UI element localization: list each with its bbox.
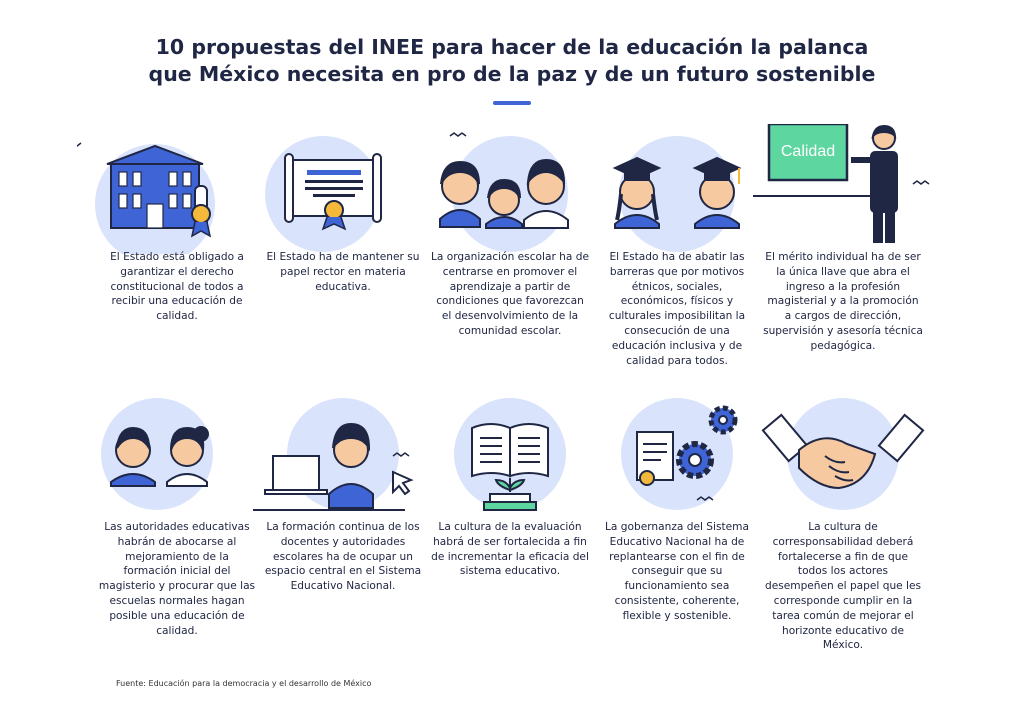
- source-note: Fuente: Educación para la democracia y el desarrollo de México: [116, 679, 372, 688]
- handshake-icon: [743, 398, 943, 528]
- proposal-text: La gobernanza del Sistema Educativo Nacional ha de replantearse con el fin de conseguir que su funcionamiento sea consistente, coherente, flexible y sostenible.: [605, 521, 749, 622]
- proposal-text: La formación continua de los docentes y autoridades escolares ha de ocupar un espacio central en el Sistema Educativo Nacional.: [264, 521, 422, 593]
- proposal-text: El Estado ha de mantener su papel rector en materia educativa.: [266, 251, 420, 293]
- title-line-1: 10 propuestas del INEE para hacer de la educación la palanca: [155, 35, 869, 59]
- proposal-text: Las autoridades educativas habrán de abocarse al mejoramiento de la formación inicial del magisterio y procurar que las escuelas normales hagan posible una educación de calidad.: [98, 521, 256, 637]
- proposal-text: La cultura de corresponsabilidad deberá fortalecerse a fin de que todos los actores desempeñen el papel que les corresponde cumplir en la tarea común de mejorar el horizonte educativo de México.: [764, 521, 922, 652]
- proposal-text: El Estado está obligado a garantizar el derecho constitucional de todos a recibir una educación de calidad.: [110, 251, 244, 323]
- proposal-text: El Estado ha de abatir las barreras que por motivos étnicos, sociales, económicos, físicos y culturales imposibilitan la consecución de una educación inclusiva y de calidad para todos.: [608, 251, 746, 367]
- proposal-text: El mérito individual ha de ser la única llave que abra el ingreso a la profesión magisterial y a la promoción a cargos de dirección, supervisión y asesoría técnica pedagógica.: [763, 251, 923, 352]
- teacher-board-icon: [743, 124, 943, 254]
- proposal-text: La cultura de la evaluación habrá de ser fortalecida a fin de incrementar la eficacia del sistema educativo.: [431, 521, 589, 578]
- page-title: [112, 34, 912, 88]
- title-underline: [493, 101, 531, 105]
- board-label: Calidad: [780, 143, 836, 160]
- proposal-text: La organización escolar ha de centrarse en promover el aprendizaje a partir de condiciones que favorezcan el desenvolvimiento de la comunidad escolar.: [431, 251, 589, 337]
- title-line-2: que México necesita en pro de la paz y de un futuro sostenible: [148, 62, 876, 86]
